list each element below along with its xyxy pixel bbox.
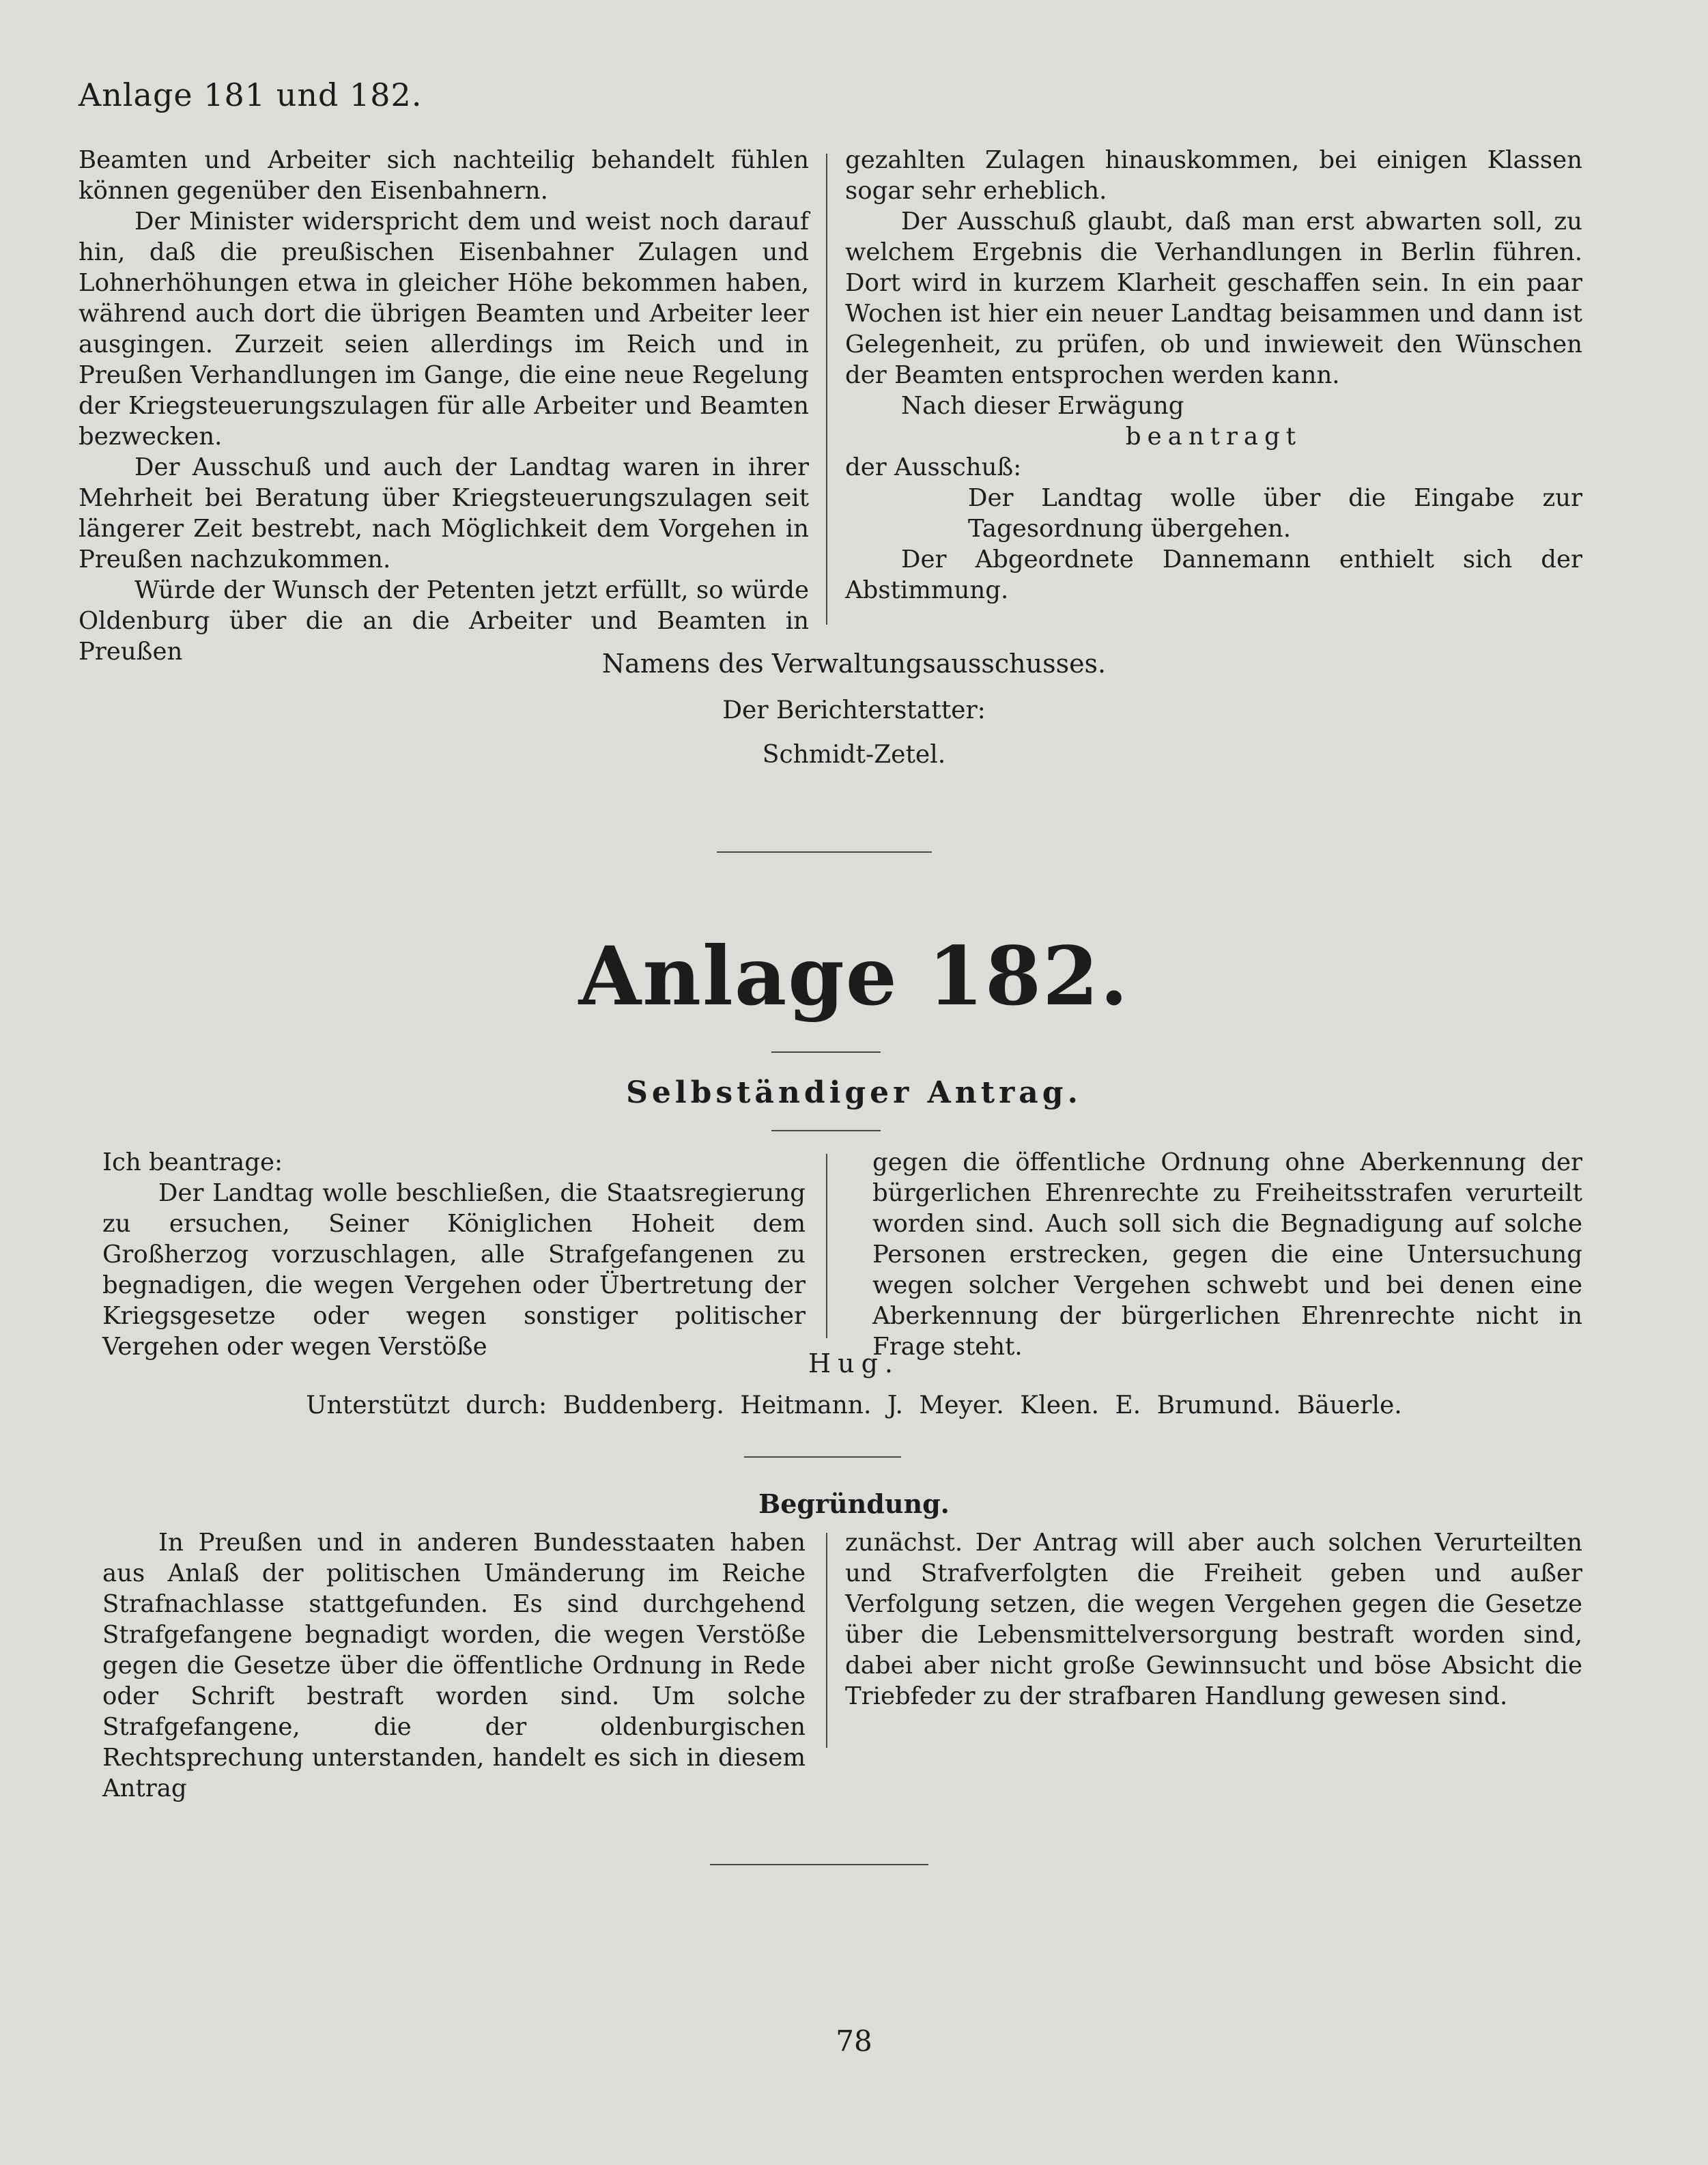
paragraph: Beamten und Arbeiter sich nachteilig behandelt fühlen können gegenüber den Eisenbahnern.: [79, 146, 809, 205]
paragraph: Nach dieser Erwägung: [901, 392, 1184, 420]
page-number: 78: [836, 2024, 872, 2058]
motion-text: Der Landtag wolle über die Eingabe zur Tagesordnung übergehen.: [968, 484, 1582, 543]
antrag-right-column: [872, 1147, 1582, 1362]
column-divider: [826, 154, 827, 625]
paragraph: Der Abgeordnete Dannemann enthielt sich der Abstimmung.: [845, 546, 1582, 604]
antrag-intro: Ich beantrage:: [102, 1148, 283, 1176]
paragraph: Der Ausschuß und auch der Landtag waren in ihrer Mehrheit bei Beratung über Kriegsteuerungszulagen seit längerer Zeit bestrebt, nach Möglichkeit dem Vorgehen in Preußen nachzukommen.: [79, 453, 809, 574]
beantragt-label: beantragt: [1125, 423, 1303, 451]
anlage-title: Anlage 182.: [578, 929, 1130, 1023]
subtitle-rule: [771, 1130, 881, 1131]
begruendung-left-column: [102, 1527, 806, 1804]
section-separator: [744, 1456, 901, 1458]
section-separator: [710, 1864, 928, 1865]
running-head: Anlage 181 und 182.: [79, 76, 423, 113]
signer-name: Hug.: [808, 1348, 900, 1378]
begruendung-right-column: [845, 1527, 1582, 1712]
top-left-column: [79, 145, 809, 667]
paragraph: Der Ausschuß glaubt, daß man erst abwarten soll, zu welchem Ergebnis die Verhandlungen in Berlin führen. Dort wird in kurzem Klarheit geschaffen sein. In ein paar Wochen ist hier ein neuer Landtag beisammen und dann ist Gelegenheit, zu prüfen, ob und inwieweit den Wünschen der Beamten entsprochen werden kann.: [845, 208, 1582, 389]
paragraph: Der Landtag wolle beschließen, die Staatsregierung zu ersuchen, Seiner Königlichen Hoheit dem Großherzog vorzuschlagen, alle Strafgefangenen zu begnadigen, die wegen Vergehen oder Übertretung der Kriegsgesetze oder wegen sonstiger politischer Vergehen oder wegen Verstöße: [102, 1179, 806, 1361]
title-rule: [771, 1051, 881, 1053]
paragraph: gezahlten Zulagen hinauskommen, bei einigen Klassen sogar sehr erheblich.: [845, 146, 1582, 205]
ausschuss-label: der Ausschuß:: [845, 453, 1022, 481]
paragraph: Der Minister widerspricht dem und weist noch darauf hin, daß die preußischen Eisenbahner Zulagen und Lohnerhöhungen etwa in gleicher Höhe bekommen haben, während auch dort die übrigen Beamten und Arbeiter leer ausgingen. Zurzeit seien allerdings im Reich und in Preußen Verhandlungen im Gange, die eine neue Regelung der Kriegsteuerungszulagen für alle Arbeiter und Beamten bezwecken.: [79, 208, 809, 451]
begruendung-heading: Begründung.: [758, 1488, 950, 1519]
paragraph: zunächst. Der Antrag will aber auch solchen Verurteilten und Strafverfolgten die Freiheit geben und außer Verfolgung setzen, die wegen Vergehen gegen die Gesetze über die Lebensmittelversorgung bestraft worden sind, dabei aber nicht große Gewinnsucht und böse Absicht die Triebfeder zu der strafbaren Handlung gewesen sind.: [845, 1529, 1582, 1710]
rapporteur-name: Schmidt-Zetel.: [762, 741, 946, 769]
column-divider: [826, 1533, 827, 1748]
column-divider: [826, 1154, 827, 1338]
supporters-line: Unterstützt durch: Buddenberg. Heitmann. J. Meyer. Kleen. E. Brumund. Bäuerle.: [306, 1391, 1402, 1419]
paragraph: gegen die öffentliche Ordnung ohne Aberkennung der bürgerlichen Ehrenrechte zu Freiheitsstrafen verurteilt worden sind. Auch soll sich die Begnadigung auf solche Personen erstrecken, gegen die eine Untersuchung wegen solcher Vergehen schwebt und bei denen eine Aberkennung der bürgerlichen Ehrenrechte nicht in Frage steht.: [872, 1148, 1582, 1361]
paragraph: Würde der Wunsch der Petenten jetzt erfüllt, so würde Oldenburg über die an die Arbeiter und Beamten in Preußen: [79, 576, 809, 666]
committee-signature: Namens des Verwaltungsausschusses.: [601, 649, 1107, 679]
antrag-left-column: [102, 1147, 806, 1362]
section-separator: [717, 851, 932, 853]
subtitle: Selbständiger Antrag.: [626, 1075, 1082, 1110]
rapporteur-label: Der Berichterstatter:: [722, 696, 986, 724]
paragraph: In Preußen und in anderen Bundesstaaten haben aus Anlaß der politischen Umänderung im Reiche Strafnachlasse stattgefunden. Es sind durchgehend Strafgefangene begnadigt worden, die wegen Verstöße gegen die Gesetze über die öffentliche Ordnung in Rede oder Schrift bestraft worden sind. Um solche Strafgefangene, die der oldenburgischen Rechtsprechung unterstanden, handelt es sich in diesem Antrag: [102, 1529, 806, 1802]
top-right-column: [845, 145, 1582, 606]
